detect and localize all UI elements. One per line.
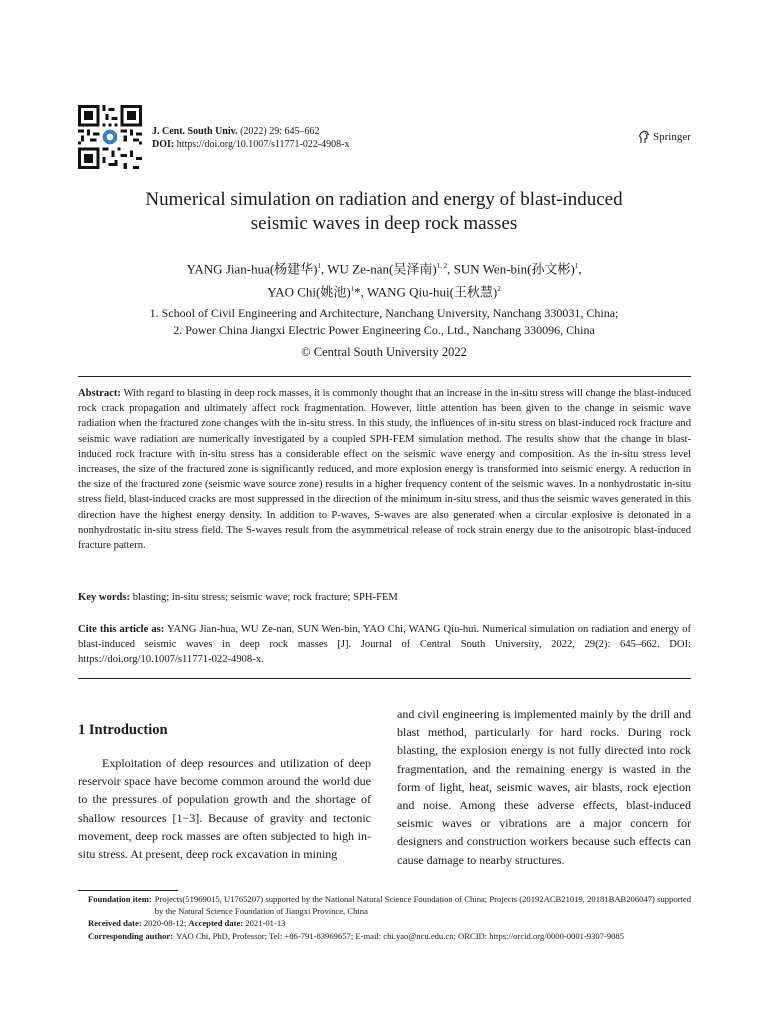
author-name: SUN Wen-bin(孙文彬) — [453, 261, 575, 277]
received-value: 2020-08-12; — [143, 918, 187, 929]
publisher-name: Springer — [653, 131, 691, 143]
corresponding-mark: * — [354, 284, 361, 300]
publisher-logo — [638, 130, 691, 144]
abstract — [78, 386, 691, 553]
foundation-text: Projects(51969015, U1765207) supported by the National Natural Science Foundation of China; Projects (20192ACB21019, 20181BAB206047) supported by the Natural Science Foundation of Jiangxi Province, China — [154, 894, 691, 917]
accepted-value: 2021-01-13 — [245, 918, 286, 929]
keywords-label: Key words: — [78, 592, 131, 603]
author-affil-mark: 1 — [350, 285, 355, 294]
keywords — [78, 590, 691, 605]
journal-info — [152, 125, 350, 151]
article-title — [80, 188, 688, 236]
author-affil-mark: 1 — [574, 262, 579, 270]
section-heading: 1 Introduction — [78, 722, 168, 738]
citation — [78, 622, 691, 668]
author-name: YANG Jian-hua(杨建华) — [186, 261, 318, 277]
corr-label: Corresponding author: — [88, 930, 174, 941]
copyright-notice: © Central South University 2022 — [301, 345, 467, 359]
title-line-2: seismic waves in deep rock masses — [250, 213, 518, 234]
foundation-label: Foundation item: — [88, 894, 152, 904]
author-name: WANG Qiu-hui(王秋慧) — [366, 284, 498, 300]
doi-link[interactable]: https://doi.org/10.1007/s11771-022-4908-x — [176, 139, 350, 150]
journal-name: J. Cent. South Univ. — [152, 126, 238, 137]
abstract-text: With regard to blasting in deep rock masses, it is commonly thought that an increase in the in-situ stress will change the blast-induced rock crack propagation and ultimately affect rock fragmentation. However, little attention has been given to the change in seismic wave radiation when the fractured zone changes with the in-situ stress. In this study, the influences of in-situ stress on blast-induced rock fracture and seismic wave radiation are numerically investigated by a coupled SPH-FEM simulation method. The results show that the change in blast-induced rock fracture with in-situ stress has a considerable effect on the seismic wave energy and composition. As the in-situ stress level increases, the size of the fractured zone is significantly reduced, and more explosion energy is transformed into seismic energy. A reduction in the size of the fractured zone (seismic wave source zone) results in a higher frequency content of the seismic waves. In a nonhydrostatic in-situ stress field, blast-induced cracks are most suppressed in the direction of the minimum in-situ stress, and thus the seismic waves generated in this direction have the highest energy density. In addition to P-waves, S-waves are also generated when a circular explosive is detonated in a nonhydrostatic in-situ stress field. The S-waves result from the asymmetrical release of rock strain energy due to the anisotropic blast-induced fracture pattern. — [78, 388, 691, 552]
author-affil-mark: 1 — [317, 262, 322, 270]
divider — [78, 678, 691, 679]
divider — [78, 376, 691, 377]
foundation-item — [88, 893, 691, 917]
springer-horse-icon — [638, 130, 650, 144]
body-column-right: and civil engineering is implemented mainly by the drill and blast method, particularly for hard rocks. During rock blasting, the explosion energy is not fully directed into rock fragmentation, and the remaining energy is wasted in the form of light, heat, seismic waves, air blasts, rock ejection and noise. Among these adverse effects, blast-induced seismic waves or vibrations are a major concern for designers and construction workers because such effects can cause damage to nearby structures. — [397, 707, 691, 867]
qr-code-icon — [78, 105, 142, 169]
cite-text: YANG Jian-hua, WU Ze-nan, SUN Wen-bin, YAO Chi, WANG Qiu-hui. Numerical simulation on radiation and energy of blast-induced seismic waves in deep rock masses [J]. Journal of Central South University, 2022, 29(2): 645–662. DOI: https://doi.org/10.1007/s11771-022-4908-x. — [78, 624, 691, 666]
author-list: YANG Jian-hua(杨建华)$^1$, WU Ze-nan(吴泽南)$^{1, 2}$, SUN Wen-bin(孙文彬)$^1$, YAO Chi(姚池)$^1$*, WANG Qiu-hui(王秋慧)$^2$ — [186, 261, 582, 300]
dates — [88, 917, 691, 929]
keywords-text: blasting; in-situ stress; seismic wave; rock fracture; SPH-FEM — [132, 592, 398, 603]
author-affil-mark: 1, 2 — [436, 262, 448, 270]
journal-issue: (2022) 29: 645–662 — [240, 126, 320, 137]
affiliations — [80, 305, 688, 338]
corresponding-author — [88, 930, 691, 942]
affiliation-item: 1. School of Civil Engineering and Architecture, Nanchang University, Nanchang 330031, China; — [149, 306, 619, 320]
accepted-label: Accepted date: — [188, 918, 244, 929]
author-name: YAO Chi(姚池) — [267, 284, 351, 300]
abstract-label: Abstract: — [78, 388, 121, 399]
title-line-1: Numerical simulation on radiation and energy of blast-induced — [145, 189, 623, 210]
author-name: WU Ze-nan(吴泽南) — [327, 261, 437, 277]
footnote-divider — [78, 890, 178, 891]
cite-label: Cite this article as: — [78, 624, 165, 635]
body-column-left: Exploitation of deep resources and utilization of deep reservoir space have become common around the world due to the pressures of population growth and the shortage of shallow resources [1−3]. Because of gravity and tectonic movement, deep rock masses are often subjected to high in-situ stress. At present, deep rock excavation in mining — [78, 756, 371, 862]
received-label: Received date: — [88, 918, 142, 929]
corr-text: YAO Chi, PhD, Professor; Tel: +86-791-83969657; E-mail: chi.yao@ncu.edu.cn; ORCID: https://orcid.org/0000-0001-9307-9085 — [176, 930, 625, 941]
author-affil-mark: 2 — [497, 285, 501, 294]
footnote — [88, 893, 691, 942]
affiliation-item: 2. Power China Jiangxi Electric Power Engineering Co., Ltd., Nanchang 330096, China — [173, 322, 595, 337]
doi-label: DOI: — [152, 139, 175, 150]
